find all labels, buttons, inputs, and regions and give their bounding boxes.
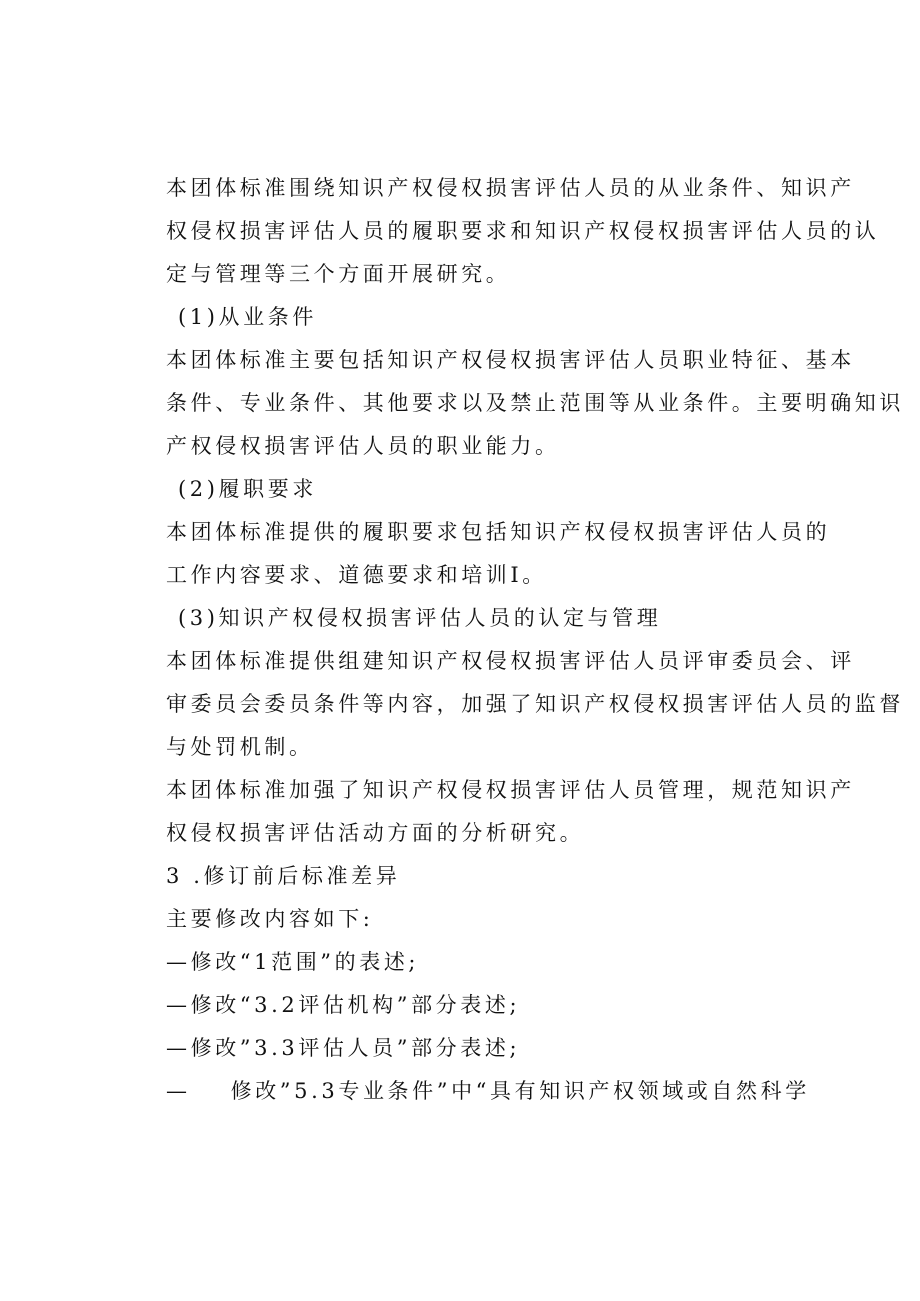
paragraph-management-line-3: 与处罚机制。	[166, 735, 314, 759]
revision-item-4-dash: —	[166, 1079, 191, 1103]
paragraph-intro-line-3: 定与管理等三个方面开展研究。	[166, 262, 511, 286]
paragraph-duty-line-2: 工作内容要求、道德要求和培训I。	[166, 563, 547, 587]
revision-item-3: —修改”3.3评估人员”部分表述;	[166, 1036, 521, 1060]
paragraph-duty-line-1: 本团体标准提供的履职要求包括知识产权侵权损害评估人员的	[166, 520, 831, 544]
paragraph-intro-line-2: 权侵权损害评估人员的履职要求和知识产权侵权损害评估人员的认	[166, 219, 880, 243]
revision-intro: 主要修改内容如下:	[166, 907, 374, 931]
heading-certification-management: (3)知识产权侵权损害评估人员的认定与管理	[178, 606, 662, 630]
revision-item-2: —修改“3.2评估机构”部分表述;	[166, 993, 521, 1017]
revision-item-4-text: 修改”5.3专业条件”中“具有知识产权领域或自然科学	[230, 1079, 810, 1103]
paragraph-conditions-line-2: 条件、专业条件、其他要求以及禁止范围等从业条件。主要明确知识	[166, 391, 904, 415]
paragraph-management-line-2: 审委员会委员条件等内容，加强了知识产权侵权损害评估人员的监督	[166, 692, 904, 716]
paragraph-summary-line-2: 权侵权损害评估活动方面的分析研究。	[166, 821, 585, 845]
paragraph-conditions-line-1: 本团体标准主要包括知识产权侵权损害评估人员职业特征、基本	[166, 348, 855, 372]
paragraph-intro-line-1: 本团体标准围绕知识产权侵权损害评估人员的从业条件、知识产	[166, 176, 855, 200]
revision-item-4	[166, 1078, 810, 1104]
heading-duty-requirements: (2)履职要求	[178, 477, 317, 501]
paragraph-conditions-line-3: 产权侵权损害评估人员的职业能力。	[166, 434, 560, 458]
paragraph-summary-line-1: 本团体标准加强了知识产权侵权损害评估人员管理，规范知识产	[166, 778, 855, 802]
heading-employment-conditions: (1)从业条件	[178, 305, 317, 329]
paragraph-management-line-1: 本团体标准提供组建知识产权侵权损害评估人员评审委员会、评	[166, 649, 855, 673]
revision-item-1: —修改“1范围”的表述;	[166, 950, 420, 974]
heading-revision-differences: 3 .修订前后标准差异	[166, 864, 401, 888]
